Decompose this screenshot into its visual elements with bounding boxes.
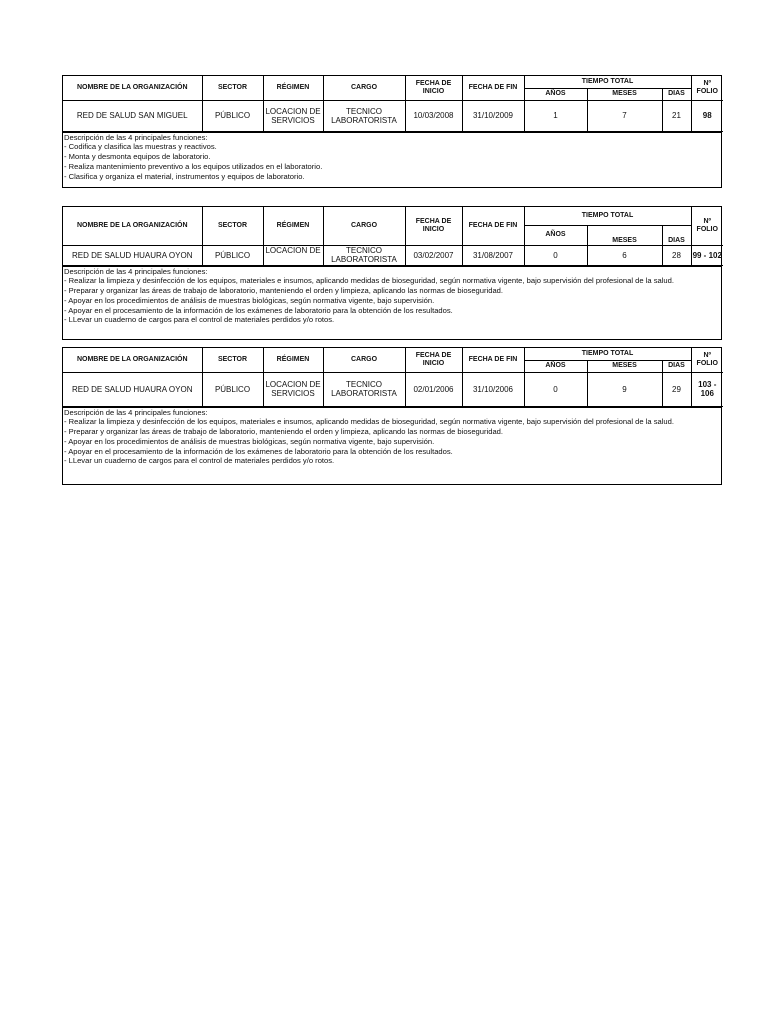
experience-table	[63, 76, 723, 132]
cell-cargo: TECNICO LABORATORISTA	[323, 245, 405, 265]
description-line: - LLevar un cuaderno de cargos para el control de materiales perdidos y/o rotos.	[64, 456, 335, 466]
header-cargo: CARGO	[323, 348, 405, 372]
cell-meses: 6	[587, 245, 662, 265]
cell-anios: 0	[524, 245, 587, 265]
header-folio: Nº FOLIO	[691, 76, 723, 100]
cell-meses: 7	[587, 100, 662, 131]
description-line: - Apoyar en el procesamiento de la información de los exámenes de laboratorio para la obtención de los resultados.	[64, 305, 453, 315]
header-organizacion: NOMBRE DE LA ORGANIZACIÓN	[63, 348, 202, 372]
experience-block-3	[62, 347, 722, 485]
cell-sector: PÚBLICO	[202, 245, 263, 265]
experience-block-1	[62, 75, 722, 188]
header-fecha-fin: FECHA DE FIN	[462, 348, 524, 372]
cell-folio: 98	[691, 100, 723, 131]
description-line: Descripción de las 4 principales funciones:	[64, 407, 208, 417]
cell-dias: 28	[662, 245, 691, 265]
functions-description	[63, 132, 721, 187]
header-meses: MESES	[587, 225, 662, 245]
description-line: - Realizar la limpieza y desinfección de los equipos, materiales e insumos, aplicando medidas de bioseguridad, según normativa vigente, bajo supervisión del profesional de la salud.	[64, 417, 674, 427]
header-anios: AÑOS	[524, 360, 587, 372]
header-sector: SECTOR	[202, 207, 263, 245]
cell-cargo: TECNICO LABORATORISTA	[323, 372, 405, 406]
description-line: - Clasifica y organiza el material, instrumentos y equipos de laboratorio.	[64, 171, 305, 181]
cell-anios: 1	[524, 100, 587, 131]
cell-cargo: TECNICO LABORATORISTA	[323, 100, 405, 131]
description-line: - LLevar un cuaderno de cargos para el control de materiales perdidos y/o rotos.	[64, 315, 335, 325]
header-meses: MESES	[587, 88, 662, 100]
experience-block-2	[62, 206, 722, 340]
header-dias: DIAS	[662, 360, 691, 372]
header-dias: DIAS	[662, 88, 691, 100]
cell-fecha-fin: 31/08/2007	[462, 245, 524, 265]
description-line: - Realizar la limpieza y desinfección de los equipos, materiales e insumos, aplicando medidas de bioseguridad, según normativa vigente, bajo supervisión del profesional de la salud.	[64, 276, 674, 286]
header-tiempo-total: TIEMPO TOTAL	[524, 207, 691, 225]
header-fecha-inicio: FECHA DE INICIO	[405, 207, 462, 245]
header-folio: Nº FOLIO	[691, 348, 723, 372]
description-line: - Monta y desmonta equipos de laboratorio.	[64, 152, 211, 162]
description-line: - Preparar y organizar las áreas de trabajo de laboratorio, manteniendo el orden y limpieza, aplicando las normas de bioseguridad.	[64, 427, 504, 437]
functions-description	[63, 266, 721, 339]
cell-fecha-fin: 31/10/2009	[462, 100, 524, 131]
description-line: - Apoyar en el procesamiento de la información de los exámenes de laboratorio para la obtención de los resultados.	[64, 446, 453, 456]
header-fecha-inicio: FECHA DE INICIO	[405, 348, 462, 372]
header-dias: DIAS	[662, 225, 691, 245]
header-fecha-inicio: FECHA DE INICIO	[405, 76, 462, 100]
experience-table	[63, 348, 723, 407]
cell-folio: 103 - 106	[691, 372, 723, 406]
cell-organizacion: RED DE SALUD HUAURA OYON	[63, 245, 202, 265]
cell-fecha-inicio: 10/03/2008	[405, 100, 462, 131]
header-fecha-fin: FECHA DE FIN	[462, 207, 524, 245]
header-organizacion: NOMBRE DE LA ORGANIZACIÓN	[63, 76, 202, 100]
cell-sector: PÚBLICO	[202, 100, 263, 131]
header-tiempo-total: TIEMPO TOTAL	[524, 348, 691, 360]
cell-sector: PÚBLICO	[202, 372, 263, 406]
cell-meses: 9	[587, 372, 662, 406]
cell-dias: 21	[662, 100, 691, 131]
header-regimen: RÉGIMEN	[263, 207, 323, 245]
functions-description	[63, 407, 721, 484]
cell-anios: 0	[524, 372, 587, 406]
header-anios: AÑOS	[524, 225, 587, 245]
header-regimen: RÉGIMEN	[263, 348, 323, 372]
cell-fecha-inicio: 02/01/2006	[405, 372, 462, 406]
cell-organizacion: RED DE SALUD SAN MIGUEL	[63, 100, 202, 131]
description-line: - Apoyar en los procedimientos de análisis de muestras biológicas, según normativa vigente, bajo supervisión.	[64, 295, 435, 305]
header-meses: MESES	[587, 360, 662, 372]
description-line: - Realiza mantenimiento preventivo a los equipos utilizados en el laboratorio.	[64, 161, 323, 171]
cell-folio: 99 - 102	[691, 245, 723, 265]
header-regimen: RÉGIMEN	[263, 76, 323, 100]
header-sector: SECTOR	[202, 76, 263, 100]
header-anios: AÑOS	[524, 88, 587, 100]
cell-fecha-fin: 31/10/2006	[462, 372, 524, 406]
cell-dias: 29	[662, 372, 691, 406]
header-folio: Nº FOLIO	[691, 207, 723, 245]
header-fecha-fin: FECHA DE FIN	[462, 76, 524, 100]
description-line: - Apoyar en los procedimientos de análisis de muestras biológicas, según normativa vigente, bajo supervisión.	[64, 436, 435, 446]
header-tiempo-total: TIEMPO TOTAL	[524, 76, 691, 88]
header-organizacion: NOMBRE DE LA ORGANIZACIÓN	[63, 207, 202, 245]
description-line: - Codifica y clasifica las muestras y reactivos.	[64, 142, 217, 152]
description-line: Descripción de las 4 principales funciones:	[64, 266, 208, 276]
header-sector: SECTOR	[202, 348, 263, 372]
header-cargo: CARGO	[323, 76, 405, 100]
experience-table	[63, 207, 723, 266]
cell-regimen: LOCACION DE SERVICIOS	[263, 372, 323, 406]
header-cargo: CARGO	[323, 207, 405, 245]
cell-organizacion: RED DE SALUD HUAURA OYON	[63, 372, 202, 406]
description-line: Descripción de las 4 principales funciones:	[64, 132, 208, 142]
description-line: - Preparar y organizar las áreas de trabajo de laboratorio, manteniendo el orden y limpieza, aplicando las normas de bioseguridad.	[64, 286, 504, 296]
cell-regimen: LOCACION DE	[263, 245, 323, 265]
cell-regimen: LOCACION DE SERVICIOS	[263, 100, 323, 131]
cell-fecha-inicio: 03/02/2007	[405, 245, 462, 265]
